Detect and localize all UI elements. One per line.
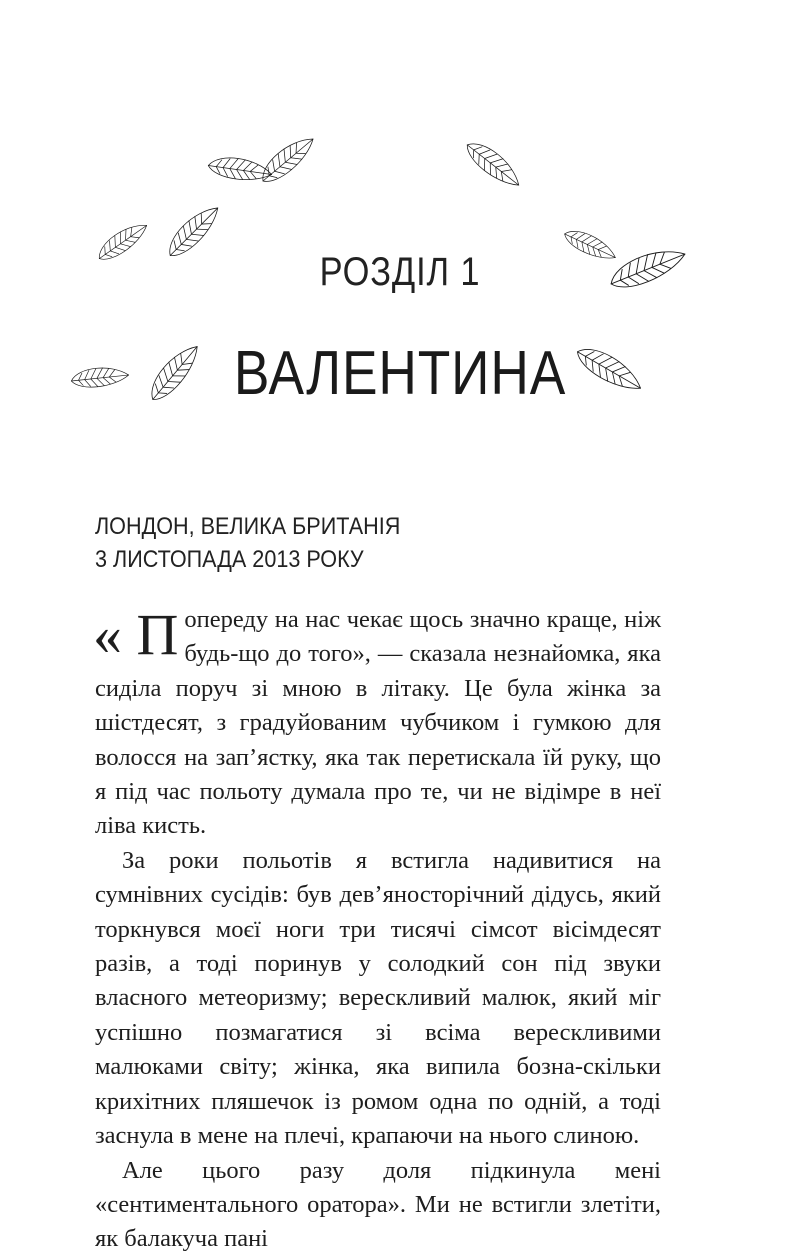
location-block bbox=[95, 510, 400, 576]
chapter-title: ВАЛЕНТИНА bbox=[233, 339, 567, 408]
location-place: ЛОНДОН, ВЕЛИКА БРИТАНІЯ bbox=[95, 513, 401, 540]
leaf-icon bbox=[253, 130, 323, 190]
paragraph bbox=[95, 603, 661, 844]
location-date: 3 ЛИСТОПАДА 2013 РОКУ bbox=[95, 546, 364, 573]
paragraph: Але цього разу доля підкинула мені «сентиментального оратора». Ми не встигли злетіти, як балакуча пані bbox=[95, 1156, 661, 1253]
drop-cap: « П bbox=[93, 602, 179, 667]
chapter-number: РОЗДІЛ 1 bbox=[319, 250, 481, 294]
leaf-icon bbox=[458, 130, 528, 200]
paragraph-text: опереду на нас чекає щось значно краще, ніж будь-що до того», — сказала незнайомка, яка сиділа поруч зі мною в літаку. Це була жінка за шістдесят, з градуйованим чубчиком і гумкою для волосся на зап’ястку, яка так перетискала їй руку, що я під час польоту думала про те, чи не відімре в неї ліва кисть. bbox=[95, 606, 661, 840]
paragraph: За роки польотів я встигла надивитися на сумнівних сусідів: був дев’яносторічний дідусь, який торкнувся моєї ноги три тисячі сімсот вісімдесят разів, а тоді поринув у солодкий сон під звуки власного метеоризму; верескливий малюк, який міг успішно позмагатися зі всіма верескливими малюками світу; жінка, яка випила бозна-скільки крихітних пляшечок із ромом одна по одній, а тоді заснула в мене на плечі, крапаючи на нього слиною. bbox=[95, 846, 661, 1150]
body-text bbox=[95, 603, 661, 1257]
